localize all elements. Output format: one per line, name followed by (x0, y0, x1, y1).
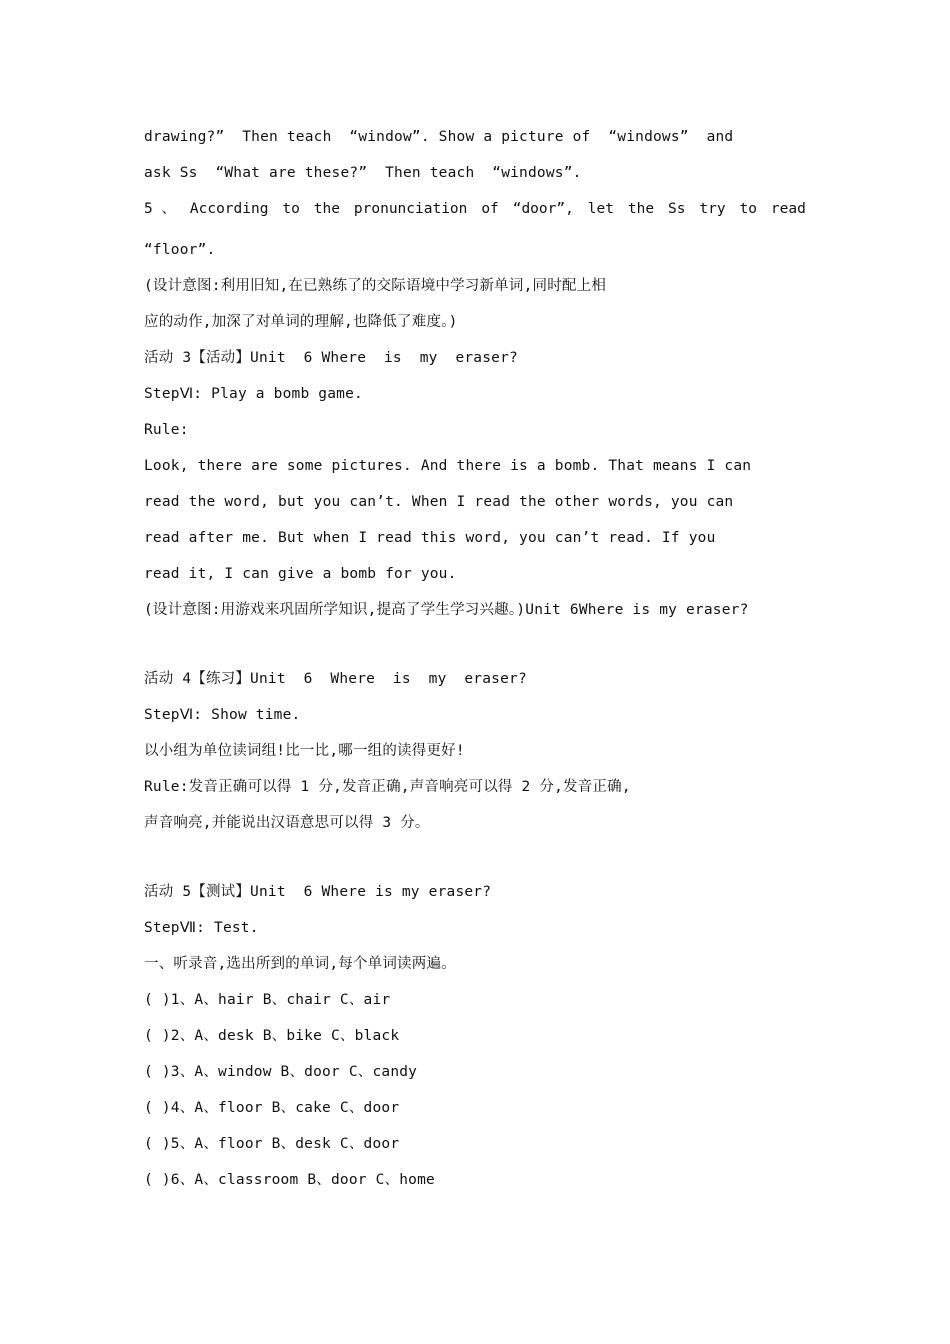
rule-label: Rule: (144, 422, 189, 438)
justified-text-line (144, 199, 806, 219)
activity-heading: 活动 3【活动】Unit 6 Where is my eraser? (144, 350, 518, 366)
text-line: Look, there are some pictures. And there is a bomb. That means I can (144, 458, 752, 474)
word: to (739, 201, 757, 217)
design-intent-note: (设计意图:利用旧知,在已熟练了的交际语境中学习新单词,同时配上相 (144, 278, 607, 294)
rule-text: 声音响亮,并能说出汉语意思可以得 3 分。 (144, 815, 430, 831)
word: read (770, 201, 806, 217)
text-line: 以小组为单位读词组!比一比,哪一组的读得更好! (144, 743, 465, 759)
text-line: “floor”. (144, 242, 216, 258)
test-question: ( )5、A、floor B、desk C、door (144, 1136, 400, 1152)
step-heading: StepⅦ: Test. (144, 920, 259, 936)
text-line: drawing?” Then teach “window”. Show a picture of “windows” and (144, 129, 734, 145)
test-question: ( )3、A、window B、door C、candy (144, 1064, 418, 1080)
activity-heading: 活动 4【练习】Unit 6 Where is my eraser? (144, 671, 527, 687)
text-line: read after me. But when I read this word, you can’t read. If you (144, 530, 716, 546)
text-line: read the word, but you can’t. When I read the other words, you can (144, 494, 734, 510)
word: let (587, 201, 614, 217)
design-intent-note: 应的动作,加深了对单词的理解,也降低了难度。) (144, 314, 458, 330)
word: of (481, 201, 499, 217)
word: the (627, 201, 655, 217)
test-question: ( )2、A、desk B、bike C、black (144, 1028, 400, 1044)
word: to (282, 201, 300, 217)
test-instruction: 一、听录音,选出所到的单词,每个单词读两遍。 (144, 956, 456, 972)
activity-heading: 活动 5【测试】Unit 6 Where is my eraser? (144, 884, 492, 900)
step-heading: StepⅥ: Show time. (144, 707, 301, 723)
test-question: ( )4、A、floor B、cake C、door (144, 1100, 400, 1116)
step-heading: StepⅥ: Play a bomb game. (144, 386, 363, 402)
word: the (313, 201, 340, 217)
rule-text: Rule:发音正确可以得 1 分,发音正确,声音响亮可以得 2 分,发音正确, (144, 779, 631, 795)
test-question: ( )1、A、hair B、chair C、air (144, 992, 391, 1008)
text-line: read it, I can give a bomb for you. (144, 566, 457, 582)
word: According (189, 201, 269, 217)
word: try (699, 201, 726, 217)
word: 5 、 (144, 201, 176, 217)
word: pronunciation (353, 201, 468, 217)
test-question: ( )6、A、classroom B、door C、home (144, 1172, 435, 1188)
word: “door”, (512, 201, 574, 217)
text-line: ask Ss “What are these?” Then teach “windows”. (144, 165, 582, 181)
word: Ss (668, 201, 686, 217)
design-intent-note: (设计意图:用游戏来巩固所学知识,提高了学生学习兴趣。)Unit 6Where is my eraser? (144, 602, 749, 618)
